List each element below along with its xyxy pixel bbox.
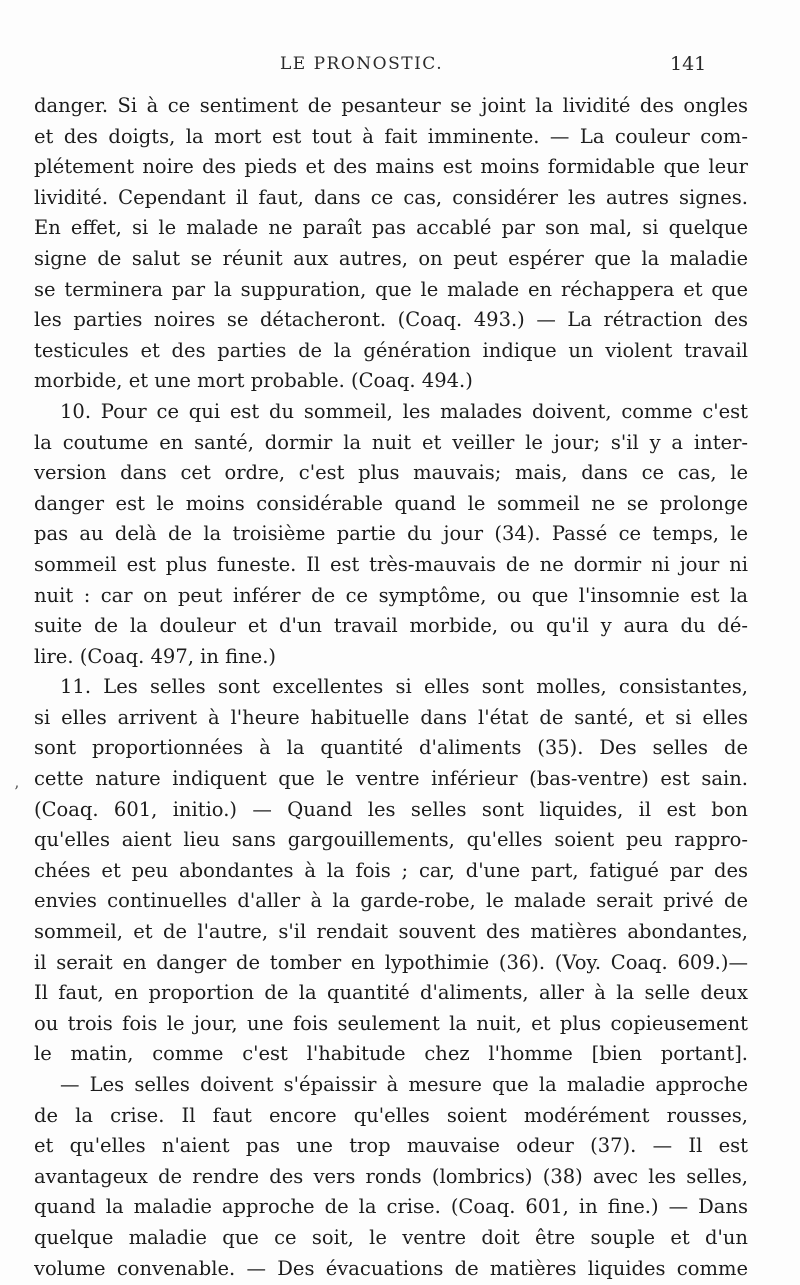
- text-line: cette nature indiquent que le ventre inférieur (bas-ventre) est sain.: [34, 767, 748, 791]
- text-line: (Coaq. 601, initio.) — Quand les selles sont liquides, il est bon: [34, 797, 748, 821]
- text-line: les parties noires se détacheront. (Coaq. 493.) — La rétraction des: [34, 308, 748, 332]
- text-line: lividité. Cependant il faut, dans ce cas, considérer les autres signes.: [34, 185, 748, 209]
- text-line: testicules et des parties de la génération indique un violent travail: [34, 338, 748, 362]
- text-line: qu'elles aient lieu sans gargouillements, qu'elles soient peu rappro-: [34, 828, 748, 852]
- text-line: volume convenable. — Des évacuations de matières liquides comme: [34, 1256, 748, 1280]
- text-line: lire. (Coaq. 497, in fine.): [34, 644, 277, 668]
- text-line: En effet, si le malade ne paraît pas accablé par son mal, si quelque: [34, 216, 748, 240]
- text-line: danger. Si à ce sentiment de pesanteur se joint la lividité des ongles: [34, 94, 748, 117]
- text-line: ou trois fois le jour, une fois seulement la nuit, et plus copieusement: [34, 1011, 748, 1035]
- text-line: pas au delà de la troisième partie du jour (34). Passé ce temps, le: [34, 522, 748, 546]
- margin-mark: ’: [14, 782, 20, 801]
- text-line: quand la maladie approche de la crise. (Coaq. 601, in fine.) — Dans: [34, 1195, 748, 1219]
- text-line: si elles arrivent à l'heure habituelle dans l'état de santé, et si elles: [34, 705, 748, 729]
- text-line: se terminera par la suppuration, que le malade en réchappera et que: [34, 277, 748, 301]
- text-line: avantageux de rendre des vers ronds (lombrics) (38) avec les selles,: [34, 1164, 748, 1188]
- text-line: morbide, et une mort probable. (Coaq. 494.): [34, 369, 473, 393]
- text-line: sommeil est plus funeste. Il est très-mauvais de ne dormir ni jour ni: [34, 552, 748, 576]
- text-line: — Les selles doivent s'épaissir à mesure que la maladie approche: [60, 1073, 748, 1096]
- running-head: LE PRONOSTIC.: [280, 54, 444, 74]
- page-number: 141: [670, 53, 707, 75]
- text-line: sommeil, et de l'autre, s'il rendait souvent des matières abondantes,: [34, 920, 748, 944]
- text-line: danger est le moins considérable quand le sommeil ne se prolonge: [34, 491, 748, 515]
- text-line: la coutume en santé, dormir la nuit et veiller le jour; s'il y a inter-: [34, 430, 748, 454]
- text-line: signe de salut se réunit aux autres, on peut espérer que la maladie: [34, 246, 748, 270]
- text-line: envies continuelles d'aller à la garde-robe, le malade serait privé de: [34, 889, 748, 913]
- text-line: Il faut, en proportion de la quantité d'aliments, aller à la selle deux: [34, 981, 748, 1005]
- text-line: et qu'elles n'aient pas une trop mauvaise odeur (37). — Il est: [34, 1134, 748, 1158]
- text-line: nuit : car on peut inférer de ce symptôme, ou que l'insomnie est la: [34, 583, 748, 607]
- text-line: sont proportionnées à la quantité d'aliments (35). Des selles de: [34, 736, 748, 760]
- paragraph-start-line: 10. Pour ce qui est du sommeil, les malades doivent, comme c'est: [60, 399, 748, 423]
- text-line: et des doigts, la mort est tout à fait imminente. — La couleur com-: [34, 124, 748, 148]
- text-line: de la crise. Il faut encore qu'elles soient modérément rousses,: [34, 1103, 748, 1127]
- text-line: version dans cet ordre, c'est plus mauvais; mais, dans ce cas, le: [34, 461, 748, 485]
- body-text: [34, 91, 748, 1284]
- paragraph-start-line: 11. Les selles sont excellentes si elles sont molles, consistantes,: [60, 675, 748, 699]
- text-line: le matin, comme c'est l'habitude chez l'homme [bien portant].: [34, 1042, 748, 1066]
- text-line: chées et peu abondantes à la fois ; car, d'une part, fatigué par des: [34, 858, 748, 882]
- text-line: quelque maladie que ce soit, le ventre doit être souple et d'un: [34, 1225, 748, 1249]
- text-line: plétement noire des pieds et des mains est moins formidable que leur: [34, 155, 748, 179]
- text-line: il serait en danger de tomber en lypothimie (36). (Voy. Coaq. 609.)—: [34, 950, 748, 974]
- text-line: suite de la douleur et d'un travail morbide, ou qu'il y aura du dé-: [34, 614, 748, 638]
